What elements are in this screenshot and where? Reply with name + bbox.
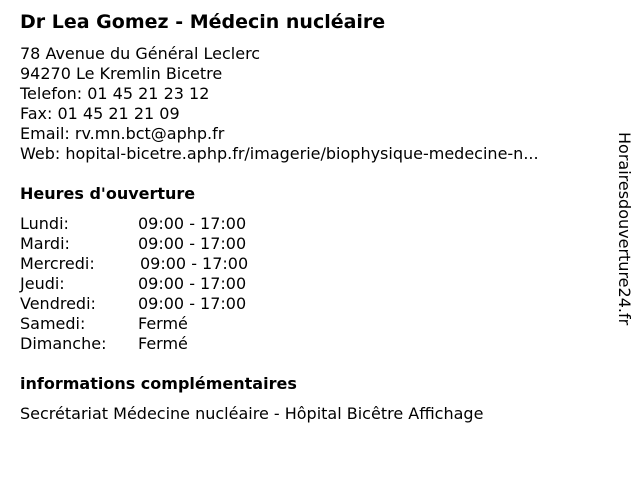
opening-hours-heading: Heures d'ouverture — [20, 184, 196, 203]
hours-value: 09:00 - 17:00 — [138, 234, 247, 253]
day-label: Vendredi: — [20, 294, 96, 313]
hours-row — [20, 214, 320, 234]
day-label: Lundi: — [20, 214, 69, 233]
hours-value: Fermé — [138, 334, 188, 353]
site-watermark: Horairesdouverture24.fr — [615, 132, 634, 326]
hours-value: 09:00 - 17:00 — [138, 274, 247, 293]
day-label: Dimanche: — [20, 334, 107, 353]
day-label: Mardi: — [20, 234, 70, 253]
day-label: Jeudi: — [20, 274, 65, 293]
additional-info-heading: informations complémentaires — [20, 374, 297, 393]
hours-row — [20, 334, 320, 354]
email-address: Email: rv.mn.bct@aphp.fr — [20, 124, 225, 143]
page-title: Dr Lea Gomez - Médecin nucléaire — [20, 11, 386, 33]
hours-row — [20, 274, 320, 294]
additional-info-text: Secrétariat Médecine nucléaire - Hôpital Bicêtre Affichage — [20, 404, 484, 423]
day-label: Mercredi: — [20, 254, 95, 273]
opening-hours-table — [20, 214, 320, 354]
hours-row — [20, 254, 320, 274]
hours-value: Fermé — [138, 314, 188, 333]
hours-value: 09:00 - 17:00 — [138, 294, 247, 313]
contact-block — [20, 44, 539, 164]
hours-row — [20, 314, 320, 334]
fax-number: Fax: 01 45 21 21 09 — [20, 104, 180, 123]
hours-value: 09:00 - 17:00 — [138, 214, 247, 233]
hours-value: 09:00 - 17:00 — [140, 254, 249, 273]
hours-row — [20, 234, 320, 254]
city-address: 94270 Le Kremlin Bicetre — [20, 64, 223, 83]
website-link: Web: hopital-bicetre.aphp.fr/imagerie/biophysique-medecine-n... — [20, 144, 539, 163]
hours-row — [20, 294, 320, 314]
day-label: Samedi: — [20, 314, 86, 333]
street-address: 78 Avenue du Général Leclerc — [20, 44, 261, 63]
phone-number: Telefon: 01 45 21 23 12 — [20, 84, 210, 103]
